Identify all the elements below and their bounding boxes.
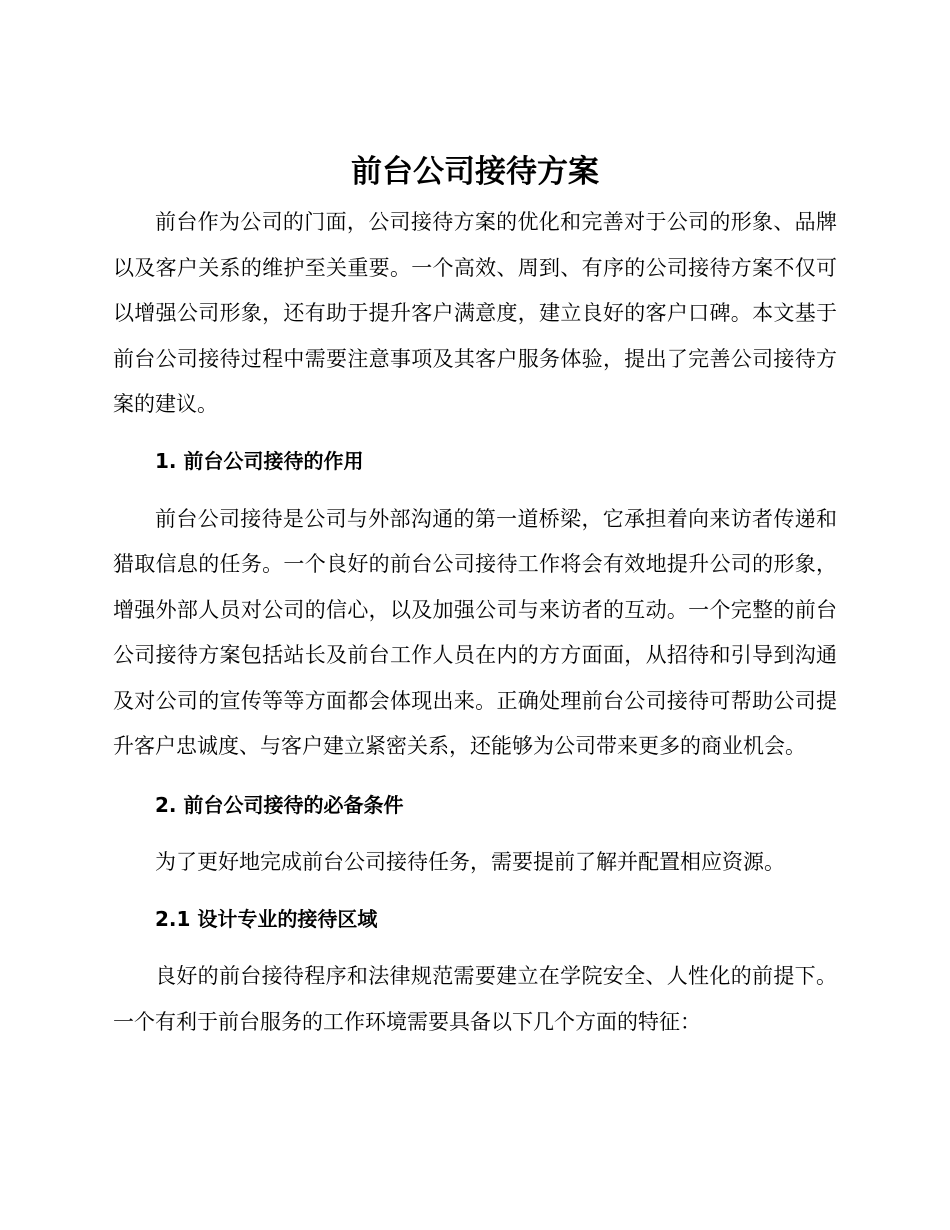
document-title: 前台公司接待方案 (351, 154, 599, 190)
intro-paragraph: 前台作为公司的门面，公司接待方案的优化和完善对于公司的形象、品牌以及客户关系的维护至关重要。一个高效、周到、有序的公司接待方案不仅可以增强公司形象，还有助于提升客户满意度，建立良好的客户口碑。本文基于前台公司接待过程中需要注意事项及其客户服务体验，提出了完善公司接待方案的建议。 (113, 210, 837, 416)
section-body-2-1: 良好的前台接待程序和法律规范需要建立在学院安全、人性化的前提下。一个有利于前台服务的工作环境需要具备以下几个方面的特征： (113, 964, 837, 1034)
section-heading-2: 2. 前台公司接待的必备条件 (155, 792, 404, 817)
section-heading-2-1: 2.1 设计专业的接待区域 (155, 907, 378, 931)
section-heading-1: 1. 前台公司接待的作用 (155, 448, 364, 473)
section-body-2: 为了更好地完成前台公司接待任务，需要提前了解并配置相应资源。 (155, 849, 785, 874)
section-body-1: 前台公司接待是公司与外部沟通的第一道桥梁，它承担着向来访者传递和猎取信息的任务。一个良好的前台公司接待工作将会有效地提升公司的形象，增强外部人员对公司的信心，以及加强公司与来访者的互动。一个完整的前台公司接待方案包括站长及前台工作人员在内的方方面面，从招待和引导到沟通及对公司的宣传等等方面都会体现出来。正确处理前台公司接待可帮助公司提升客户忠诚度、与客户建立紧密关系，还能够为公司带来更多的商业机会。 (113, 506, 837, 758)
